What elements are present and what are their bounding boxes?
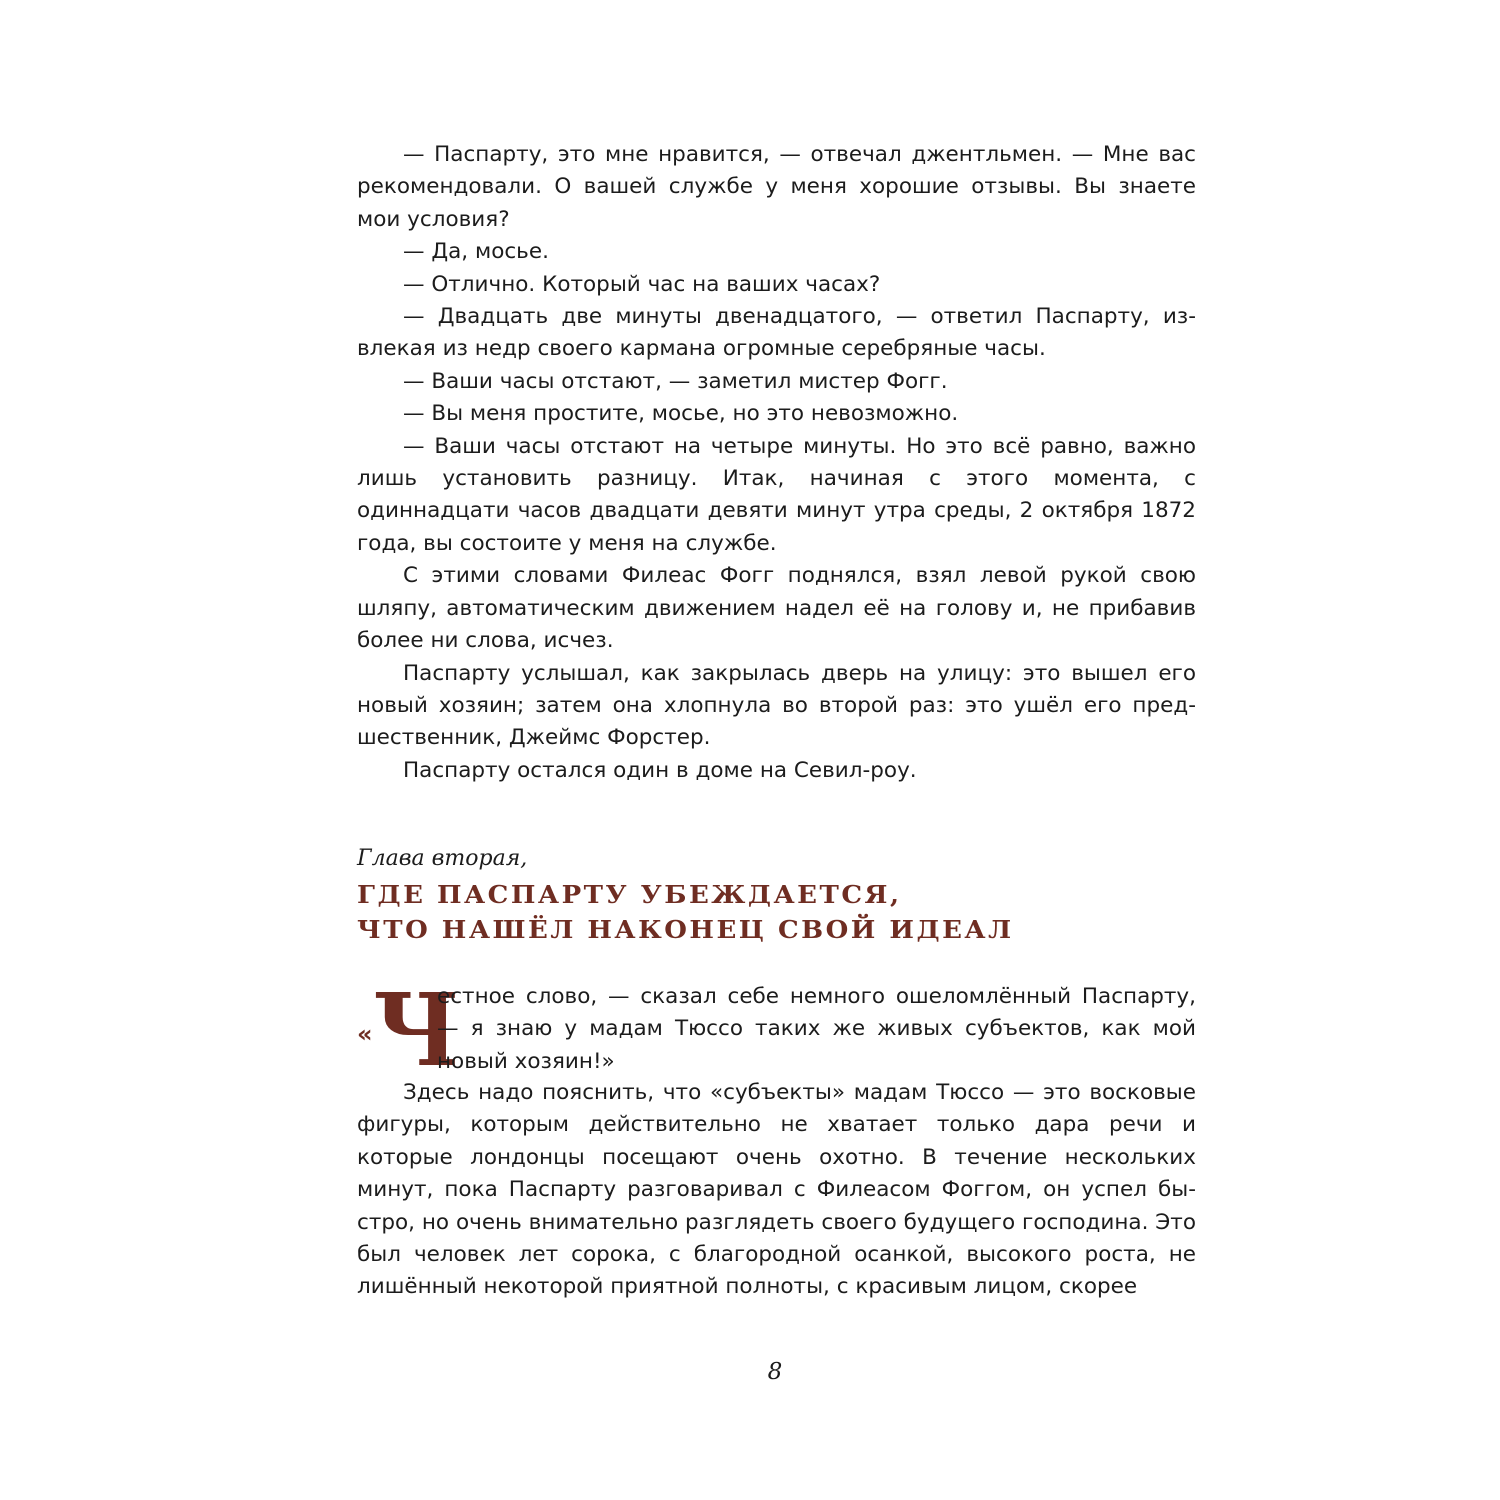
intro-line: естное слово, — сказал себе немного ошеломлённый Паспарту, xyxy=(437,984,1196,1009)
chapter-title xyxy=(357,879,1014,949)
top-text-block xyxy=(357,139,1196,787)
paragraph: — Отлично. Который час на ваших часах? xyxy=(403,271,881,297)
paragraph: — Паспарту, это мне нравится, — отвечал джентльмен. — Мне вас рекомендовали. О вашей службе у меня хорошие отзывы. Вы знаете мои условия? xyxy=(357,142,1196,232)
paragraph: — Ваши часы отстают на четыре минуты. Но это всё равно, важно лишь установить разницу. Итак, начиная с этого момента, с одиннадцати часов двадцати девяти минут утра среды, 2 октября 1872 года, вы состоите у меня на службе. xyxy=(357,433,1196,556)
paragraph: Паспарту остался один в доме на Севил-роу. xyxy=(403,757,917,783)
paragraph: — Ваши часы отстают, — заметил мистер Фогг. xyxy=(403,368,948,394)
bottom-text-block xyxy=(357,1077,1196,1304)
paragraph: — Да, мосье. xyxy=(403,239,549,265)
paragraph: — Двадцать две минуты двенадцатого, — ответил Паспарту, извлекая из недр своего кармана огромные серебряные часы. xyxy=(357,304,1196,362)
page-number: 8 xyxy=(767,1359,783,1385)
chapter-title-line: ГДЕ ПАСПАРТУ УБЕЖДАЕТСЯ, xyxy=(357,880,902,910)
chapter-title-line: ЧТО НАШЁЛ НАКОНЕЦ СВОЙ ИДЕАЛ xyxy=(357,915,1014,945)
paragraph: Паспарту услышал, как закрылась дверь на улицу: это вышел его новый хозяин; затем она хлопнула во второй раз: это ушёл его предшественник, Джеймс Форстер. xyxy=(357,660,1196,751)
drop-cap: Ч xyxy=(373,971,460,1089)
chapter-intro xyxy=(357,971,1196,1089)
paragraph: — Вы меня простите, мосье, но это невозможно. xyxy=(403,401,959,427)
intro-line: новый хозяин!» xyxy=(437,1048,615,1074)
opening-quote-mark: « xyxy=(357,1020,373,1048)
paragraph: Здесь надо пояснить, что «субъекты» мадам Тюссо — это восковые фигуры, которым действительно не хватает только дара речи и которые лондонцы посещают очень охотно. В течение нескольких минут, пока Паспарту разговаривал с Филеасом Фоггом, он успел быстро, но очень внимательно разглядеть своего будущего господина. Это был человек лет сорока, с благородной осанкой, высокого роста, не лишённый некоторой приятной полноты, с красивым лицом, скорее xyxy=(357,1080,1196,1300)
chapter-label: Глава вторая, xyxy=(357,846,528,871)
paragraph: С этими словами Филеас Фогг поднялся, взял левой рукой свою шляпу, автоматическим движением надел её на голову и, не прибавив более ни слова, исчез. xyxy=(357,563,1196,654)
intro-text xyxy=(437,981,1196,1078)
intro-line: — я знаю у мадам Тюссо таких же живых субъектов, как мой xyxy=(437,1016,1196,1042)
